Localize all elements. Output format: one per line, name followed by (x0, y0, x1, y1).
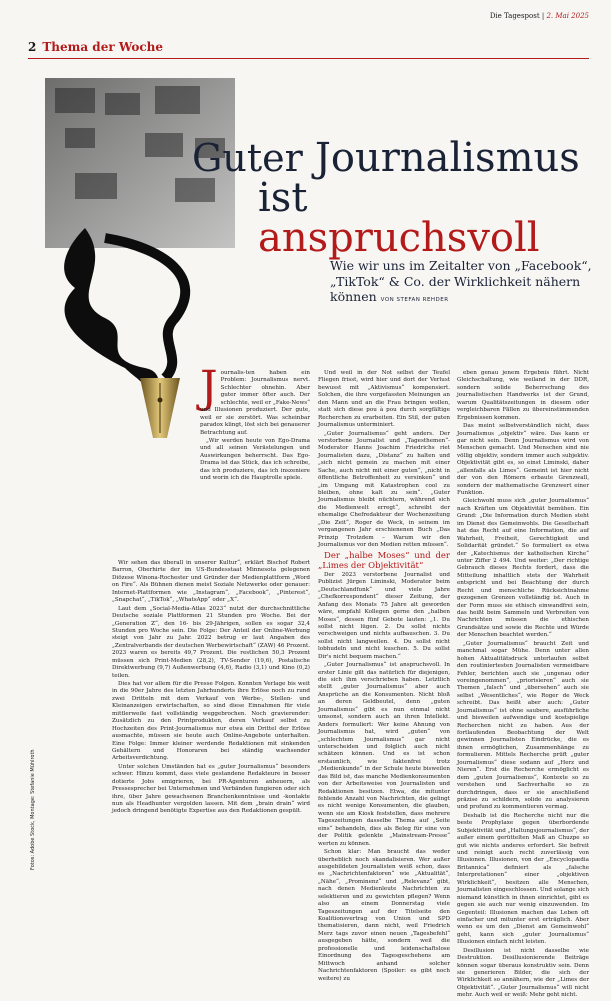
article-column-2 (318, 370, 450, 984)
byline: VON STEFAN REHDER (380, 297, 449, 304)
paragraph: Das meint selbstverständlich nicht, dass Journalismus „objektiv“ wäre. Das kann er gar nicht sein. Denn Journalismus wird von Menschen gemacht. Und Menschen sind nie völlig objektiv, sondern immer auch subjektiv. Objektivität gibt es, so einst Liminski, daher „allenfalls als Limes“. Gemeint ist hier nicht der von den Römern erbaute Grenzwall, sondern der mathematische Grenzwert einer Funktion. (457, 423, 589, 496)
paragraph: Der 2023 verstorbene Journalist und Publizist Jürgen Liminski, Moderator beim „Deutschlandfunk“ und viele Jahre „Chefkorrespondent“ dieser Zeitung, der Anfang des Monats 75 Jahre alt geworden wäre, empfahl Kollegen gerne den „halben Moses“, dessen fünf Gebote lauten: „1. Du sollst nicht lügen. 2. Du sollst nichts verschweigen und nichts aufbauschen. 3. Du sollst nicht langweilen. 4. Du sollst nicht lobhudeln und nicht kuschen. 5. Du sollst Dir's nicht bequem machen.“ (318, 571, 450, 660)
paragraph: Schon klar: Man braucht das weder überheblich noch skandalisieren. Wer außer ausgebildeten Journalisten weiß schon, dass es „Nachrichtenfaktoren“ wie „Aktualität“, „Nähe“, „Prominenz“ und „Relevanz“ gibt, nach denen Medienleute Nachrichten zu selektieren und zu gewichten pflegen? Wenn also an einem Donnerstag viele Tageszeitungen auf der Titelseite den Koalitionsvertrag von Union und SPD thematisieren, dann nicht, weil Friedrich Merz tags zuvor einen neuen „Tagesbefehl“ ausgegeben hätte, sondern weil die professionelle und leidenschaftslose Einordnung des Tagesgeschehens am Mittwoch anhand solcher Nachrichtenfaktoren (Spoiler: es gibt noch weitere) zu (318, 849, 450, 982)
paragraph: Dies hat vor allem für die Presse Folgen. Konnten Verlage bis weit in die 90er Jahre des letzten Jahrhunderts ihre Erlöse noch zu rund zwei Dritteln mit dem Verkauf von Werbe-, Stellen- und Kleinanzeigen erwirtschaften, so sind diese Einnahmen für viele mittlerweile fast vollständig weggebrochen. Noch gravierender: Zusätzlich zu den Printprodukten, deren Verkauf selbst zu Hochzeiten des Print-Journalismus nur etwa ein Drittel der Erlöse ausmachte, müssen sie heute auch Online-Angebote unterhalten. Eine Folge: Immer kleiner werdende Redaktionen mit sinkenden Gehältern und Honoraren bei ständig wachsender Arbeitsverdichtung. (112, 681, 310, 762)
paragraph: „Guter Journalismus“ braucht Zeit und manchmal sogar Mühe. Denn unter allen hohen Aktualitätsdruck unterlaufen selbst den routiniertesten Journalisten vermeidbare Fehler, berichten auch sie „ungenau oder voreingenommen“, „priorisieren“ auch sie Themen „falsch“ und „übersehen“ auch sie selbst „Wesentliches“, wie Roger de Weck schreibt. Das heißt aber auch: „Guter Journalismus“ ist ohne saubere, ausführliche und bisweilen aufwendige und kostspielige Recherchen nicht zu haben. Aus der fortlaufenden Beobachtung der Welt gewinnen Journalisten Eindrücke, die es ihnen ermöglichen, Zusammenhänge zu formulieren. Mittels Recherche prüft „guter Journalismus“ diese sodann auf „Herz und Nieren“. Erst die Recherche ermöglicht es dem „guten Journalismus“, Kontexte so zu verstehen und Sachverhalte so zu durchdringen, dass er sie anschließend präzise zu schildern, solide zu analysieren und profund zu kommentieren vermag. (457, 640, 589, 811)
photo-credit: Fotos: Adobe Stock, Montage: Stefanie Mühlroth (30, 749, 36, 870)
section-header (28, 40, 163, 54)
headline-word-ist: ist (258, 175, 308, 221)
drop-cap: J (200, 362, 218, 413)
headline-line-2 (258, 175, 592, 261)
headline-word-guter: Guter (192, 136, 315, 180)
article-column-1-bottom (112, 560, 310, 817)
subheadline (330, 258, 592, 305)
paragraph: „Guter Journalismus“ geht anders. Der verstorbene Journalist und „Tagesthemen“-Moderator Hanns Joachim Friedrichs riet Journalisten dazu, „Distanz“ zu halten und „sich nicht gemein zu machen mit einer Sache, auch nicht mit einer guten“, „nicht in öffentliche Betroffenheit zu versinken“ und „im Umgang mit Katastrophen cool zu bleiben, ohne kalt zu sein“. „Guter Journalismus bleibt nüchtern, während sich die Medienwelt erregt“, schreibt der ehemalige Chefredakteur der Wochenzeitung „Die Zeit“, Roger de Weck, in seinem im vergangenen Jahr erschienenen Buch „Das Prinzip Trotzdem – Warum wir den Journalismus vor den Medien retten müssen“. (318, 430, 450, 549)
subheadline-text: Wie wir uns im Zeitalter von „Facebook“, „TikTok“ & Co. der Wirklichkeit nähern können (330, 258, 592, 305)
masthead (28, 10, 589, 24)
article-column-3 (457, 370, 589, 1001)
issue-date: 2. Mai 2025 (546, 12, 589, 20)
page-number: 2 (28, 40, 37, 54)
headline (192, 135, 592, 261)
crosshead: Der „halbe Moses“ und der „Limes der Objektivität“ (318, 550, 450, 571)
section-rule (28, 58, 589, 59)
paragraph: Und weil in der Not selbst der Teufel Fliegen frisst, wird hier und dort der Verlust bewusst mit „Aktivismus“ kompensiert. Solchen, die ihre vorgefassten Meinungen an den Mann und an die Frau bringen wollen, statt sich diese pou à pou durch sorgfältige Recherchen zu erarbeiten. Ein Stil, der guten Journalismus unterminiert. (318, 370, 450, 429)
headline-word-anspruchsvoll: anspruchsvoll (258, 215, 540, 261)
headline-line-1 (192, 135, 592, 181)
publication-name: Die Tagespost (489, 12, 540, 20)
publication-line (490, 12, 589, 20)
section-name: Thema der Woche (42, 40, 163, 54)
paragraph: Desillusion ist nicht dasselbe wie Destruktion. Desillusionierende Beiträge können sogar überaus konstruktiv sein. Denn sie generieren Bilder, die sich der Wirklichkeit so annähern, wie der „Limes der Objektivität“. „Guter Journalismus“ will nicht mehr. Auch weil er weiß: Mehr geht nicht. (457, 947, 589, 999)
paragraph: Deshalb ist die Recherche nicht nur die beste Prophylaxe gegen überbordende Subjektivität und „Haltungsjournalismus“, der außer einem gerüttelten Maß an Chuzpe so gut wie nichts anderes erfordert. Sie befreit und reinigt auch recht zuverlässig von Illusionen. Illusionen, von der „Encyclopædia Britannica“ definiert als „falsche Interpretationen“ einer „objektiven Wirklichkeit“, besitzen alle Menschen, Journalisten eingeschlossen. Und solange sich niemand künstlich in ihnen einrichtet, gibt es gegen sie auch nur wenig einzuwenden. Im Gegenteil: Illusionen machen das Leben oft einfacher und mitunter erst erträglich. Aber wenn es um den „Dienst am Gemeinwohl“ geht, kann sich „guter Journalismus“ Illusionen einfach nicht leisten. (457, 812, 589, 946)
paragraph: Unter solchen Umständen hat es „guter Journalismus“ besonders schwer. Hinzu kommt, dass viele gestandene Redakteure in besser dotierte Jobs emigrieren, bei PR-Agenturen anheuern, als Pressesprecher bei Unternehmen und Verbänden fungieren oder sich ihre, über Jahre gewachsenen Branchenkenntnisse und -kontakte nun als Headhunter vergolden lassen. Mit dem „brain drain“ wird jedoch dringend benötigte Expertise aus den Redaktionen gespült. (112, 763, 310, 815)
paragraph: Laut dem „Social-Media-Atlas 2023“ nutzt der durchschnittliche Deutsche soziale Plattformen 21 Stunden pro Woche. Bei der „Generation Z“, den 16- bis 29-Jährigen, sollen es sogar 32,4 Stunden pro Woche sein. Die Folge: Der Anteil der Online-Werbung steigt von Jahr zu Jahr. 2022 betrug er laut Angaben des „Zentralverbands der deutschen Werbewirtschaft“ (ZAW) 46 Prozent. 2023 waren es bereits 49,7 Prozent. Die restlichen 50,3 Prozent müssen sich Print-Medien (28,2), TV-Sender (19,6), Postalische Direktwerbung (9,7) Außenwerbung (4,6), Radio (3,1) und Kino (0,2) teilen. (112, 605, 310, 679)
paragraph: ournalis-ten haben ein Problem: Journalismus nervt. Schlechter ohnehin. Aber guter immer öfter auch. Der schlechte, weil er „Fake-News“ und Illusionen produziert. Der gute, weil er sie zerstört. Was scheinbar paradox klingt, löst sich bei genauerer Betrachtung auf. (200, 370, 310, 436)
paragraph: „Guter Journalismus“ ist anspruchsvoll. In erster Linie gilt das natürlich für diejenigen, die sich ihm verschrieben haben. Letztlich stellt „guter Journalismus“ aber auch Ansprüche an die Konsumenten. Nicht bloß an deren Geldbeutel, denn „guten Journalismus“ gibt es nun einmal nicht umsonst, sondern auch an ihren Intellekt. Anders formuliert: Wer keine Ahnung von Journalismus hat, wird „guten“ von „schlechtem Journalismus“ gar nicht unterscheiden und folglich auch nicht schätzen können. Und es ist schon erstaunlich, wie faktenfrei trotz „Medienkunde“ in der Schule heute bisweilen das Bild ist, das manche Medienkonsumenten von der Arbeitsweise von Journalisten und Redaktionen besitzen. Etwa, die mitunter fehlende Anzahl von Nachrichten, die gelingt es nicht wenige Konsumenten, die glauben, wenn sie am Kiosk feststellen, dass mehrere Tageszeitungen dasselbe Thema auf „Seite eins“ behandeln, dies als Beleg für eine von der Politik gelenkte „Mainstream-Presse“ werten zu können. (318, 662, 450, 847)
paragraph: Gleichwohl muss sich „guter Journalismus“ nach Kräften um Objektivität bemühen. Ein Grund: „Die Information durch Medien steht im Dienst des Gemeinwohls. Die Gesellschaft hat das Recht auf eine Information, die auf Wahrheit, Freiheit, Gerechtigkeit und Solidarität gründet.“ So formuliert es etwa der „Katechismus der katholischen Kirche“ unter Ziffer 2 494. Und weiter: „Der richtige Gebrauch dieses Rechts fordert, dass die Mitteilung inhaltlich stets der Wahrheit entspricht und bei Beachtung der durch Recht und menschliche Rücksichtnahme gezogenen Grenzen vollständig ist. Auch in der Form muss sie ethisch einwandfrei sein, das heißt beim Sammeln und Verbreiten von Nachrichten müssen die ethischen Grundsätze und sowie die Rechte und Würde der Menschen beachtet werden.“ (457, 498, 589, 639)
paragraph: eben genau jenem Ergebnis führt. Nicht Gleichschaltung, wie weiland in der DDR, sondern solide Beherrschung des journalistischen Handwerks ist der Grund, warum Qualitätszeitungen in diesem oder vergleichbaren Fällen zu übereinstimmenden Ergebnissen kommen. (457, 370, 589, 421)
headline-word-journalismus: Journalismus (314, 135, 580, 181)
paragraph: „Wir werden heute von Ego-Drama und all seinen Verästelungen und Auswirkungen beherrscht. Das Ego-Drama ist das Stück, das ich schreibe, das ich produziere, das ich inszeniere und worin ich die Hauptrolle spiele. (200, 437, 310, 482)
article-column-1-top (200, 362, 310, 484)
paragraph: Wir sehen das überall in unserer Kultur“, erklärt Bischof Robert Barron, Oberhirte der im US-Bundesstaat Minnesota gelegenen Diözese Winona-Rochester und Gründer der Medienplattform „Word on Fire“. Als Bühnen dienen meist Soziale Netzwerke oder genauer: Internet-Plattformen wie „Instagram“, „Facebook“, „Pinterest“, „Snapchat“, „TikTok“, „WhatsApp“ oder „X“. (112, 560, 310, 604)
separator: | (539, 12, 547, 20)
